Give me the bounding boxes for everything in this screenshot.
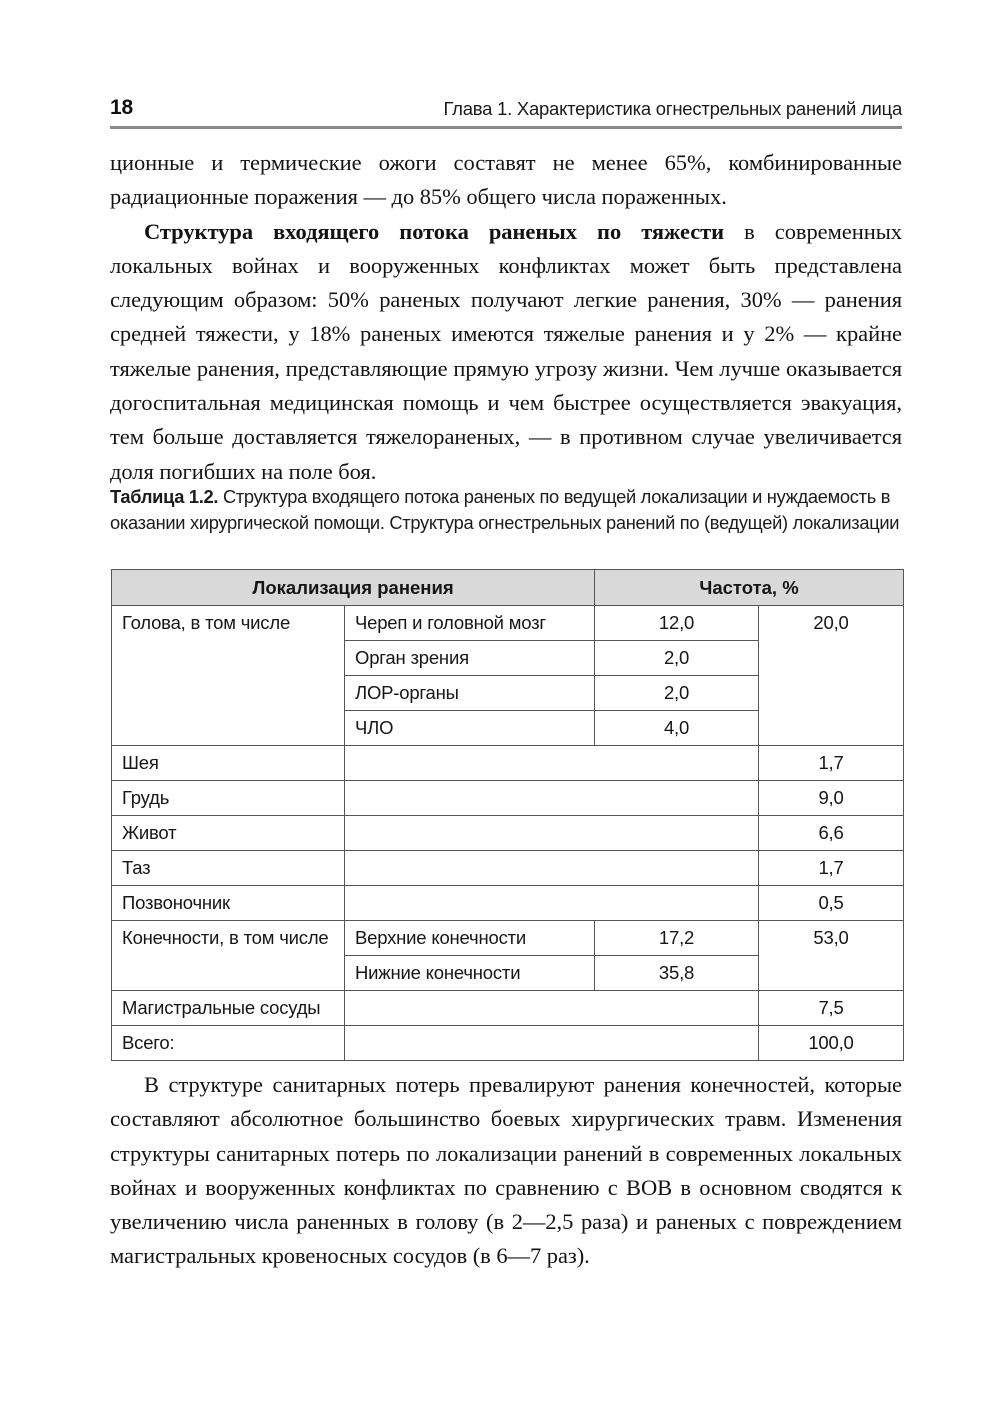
table-row [112, 851, 904, 886]
table-cell-group-label: Магистральные сосуды [112, 991, 345, 1026]
table-cell-group-total: 53,0 [759, 921, 904, 991]
table-cell-subgroup-value: 2,0 [595, 641, 759, 676]
chapter-title: Глава 1. Характеристика огнестрельных ранений лица [443, 97, 902, 119]
body-text-bottom [110, 1068, 902, 1274]
table-row [112, 816, 904, 851]
paragraph-body: в современных локальных войнах и вооруженных конфликтах может быть представлена следующим образом: 50% раненых получают легкие ранения, 30% — ранения средней тяжести, у 18% раненых имеются тяжелые ранения и у 2% — крайне тяжелые ранения, представляющие прямую угрозу жизни. Чем лучше оказывается догоспитальная медицинская помощь и чем быстрее осуществляется эвакуация, тем больше доставляется тяжелораненых, — в противном случае увеличивается доля погибших на поле боя. [110, 218, 902, 484]
paragraph-continuation: ционные и термические ожоги составят не менее 65%, комбинированные радиационные поражения — до 85% общего числа пораженных. [110, 150, 902, 210]
table-caption [110, 484, 906, 535]
table-header-frequency: Частота, % [595, 570, 904, 606]
table-cell-group-label: Живот [112, 816, 345, 851]
table-cell-subgroup-label: ЧЛО [345, 711, 595, 746]
table-cell-subgroup-value: 17,2 [595, 921, 759, 956]
table-header-row [112, 570, 904, 606]
header-divider-rule [110, 126, 902, 129]
table-body [112, 606, 904, 1061]
table-cell-group-total: 7,5 [759, 991, 904, 1026]
table-cell-subgroup-label: Верхние конечности [345, 921, 595, 956]
table-cell-subgroup-label: Череп и головной мозг [345, 606, 595, 641]
table-cell-group-label: Грудь [112, 781, 345, 816]
table-cell-group-label: Шея [112, 746, 345, 781]
table-header [112, 570, 904, 606]
running-head [110, 82, 902, 118]
table-cell-empty [345, 886, 759, 921]
table-cell-group-total: 6,6 [759, 816, 904, 851]
table-cell-group-total: 100,0 [759, 1026, 904, 1061]
table-cell-group-label: Голова, в том числе [112, 606, 345, 746]
table-cell-empty [345, 1026, 759, 1061]
paragraph-severity-structure [110, 215, 902, 489]
table-cell-group-label: Позвоночник [112, 886, 345, 921]
table-cell-empty [345, 816, 759, 851]
table-cell-empty [345, 746, 759, 781]
table-cell-subgroup-value: 12,0 [595, 606, 759, 641]
paragraph-sanitary-losses: В структуре санитарных потерь превалируют ранения конечностей, которые составляют абсолютное большинство боевых хирургических травм. Изменения структуры санитарных потерь по локализации ранений в современных локальных войнах и вооруженных конфликтах по сравнению с ВОВ в основном сводятся к увеличению числа раненных в голову (в 2—2,5 раза) и раненых с повреждением магистральных кровеносных сосудов (в 6—7 раз). [110, 1072, 902, 1269]
table-caption-text: Структура входящего потока раненых по ведущей локализации и нуждаемость в оказании хирургической помощи. Структура огнестрельных ранений по (ведущей) локализации [110, 486, 900, 533]
table-cell-group-label: Конечности, в том числе [112, 921, 345, 991]
table-cell-empty [345, 781, 759, 816]
body-text-top [110, 146, 902, 489]
table-cell-subgroup-value: 2,0 [595, 676, 759, 711]
table-row [112, 746, 904, 781]
table-cell-empty [345, 851, 759, 886]
table-cell-subgroup-label: Нижние конечности [345, 956, 595, 991]
table-cell-group-total: 9,0 [759, 781, 904, 816]
table-cell-group-total: 20,0 [759, 606, 904, 746]
table-caption-label: Таблица 1.2. [110, 486, 219, 507]
table-cell-subgroup-value: 4,0 [595, 711, 759, 746]
table-row [112, 991, 904, 1026]
table-row [112, 921, 904, 956]
table-cell-empty [345, 991, 759, 1026]
table-cell-group-total: 0,5 [759, 886, 904, 921]
table-cell-subgroup-label: ЛОР-органы [345, 676, 595, 711]
table-cell-group-total: 1,7 [759, 851, 904, 886]
localization-frequency-table [111, 569, 904, 1061]
table-cell-group-total: 1,7 [759, 746, 904, 781]
table-cell-subgroup-label: Орган зрения [345, 641, 595, 676]
table-cell-group-label: Всего: [112, 1026, 345, 1061]
table-header-localization: Локализация ранения [112, 570, 595, 606]
table-cell-subgroup-value: 35,8 [595, 956, 759, 991]
table-row [112, 606, 904, 641]
table-row [112, 781, 904, 816]
page-number: 18 [110, 96, 133, 119]
table-row [112, 1026, 904, 1061]
paragraph-bold-lead: Структура входящего потока раненых по тяжести [144, 218, 725, 244]
table-cell-group-label: Таз [112, 851, 345, 886]
table-row [112, 886, 904, 921]
